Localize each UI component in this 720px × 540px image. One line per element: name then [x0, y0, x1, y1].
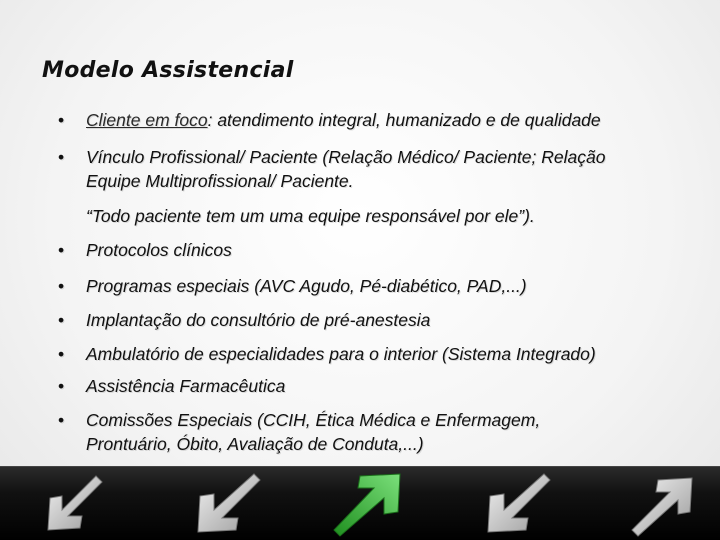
- bullet-item: [58, 408, 698, 456]
- bullet-item: [58, 308, 698, 332]
- quote-text: “Todo paciente tem um uma equipe responsável por ele”).: [86, 206, 535, 226]
- bullet-highlight-link[interactable]: Cliente em foco: [86, 110, 208, 130]
- footer-bar: [0, 466, 720, 540]
- bullet-text-line-1: Comissões Especiais (CCIH, Ética Médica e Enfermagem,: [86, 410, 541, 430]
- arrow-down-left-icon: [488, 474, 550, 532]
- bullet-dot: •: [58, 310, 65, 330]
- bullet-text-line-1: Vínculo Profissional/ Paciente (Relação Médico/ Paciente; Relação: [86, 147, 606, 167]
- arrow-up-right-icon: [632, 478, 692, 536]
- bullet-dot: •: [58, 410, 65, 430]
- footer-arrows: [0, 466, 720, 540]
- bullet-item: [58, 238, 698, 262]
- bullet-text: : atendimento integral, humanizado e de qualidade: [207, 110, 601, 130]
- bullet-dot: •: [58, 110, 65, 130]
- bullet-item: [58, 374, 698, 398]
- bullet-item: [58, 342, 698, 366]
- bullet-text: Implantação do consultório de pré-anestesia: [86, 310, 431, 330]
- arrow-up-right-icon: [334, 474, 400, 536]
- arrow-down-left-icon: [48, 476, 102, 530]
- bullet-dot: •: [58, 147, 65, 167]
- bullet-text: Ambulatório de especialidades para o interior (Sistema Integrado): [86, 344, 596, 364]
- bullet-item: [58, 108, 698, 132]
- bullet-text-line-2: Prontuário, Óbito, Avaliação de Conduta,...): [86, 434, 424, 454]
- bullet-dot: •: [58, 276, 65, 296]
- bullet-dot: •: [58, 344, 65, 364]
- bullet-item: [58, 145, 698, 193]
- bullet-dot: •: [58, 240, 65, 260]
- bullet-item: [58, 274, 698, 298]
- bullet-text-line-2: Equipe Multiprofissional/ Paciente.: [86, 171, 354, 191]
- arrow-down-left-icon: [198, 474, 260, 532]
- bullet-text: Assistência Farmacêutica: [86, 376, 286, 396]
- bullet-dot: •: [58, 376, 65, 396]
- bullet-text: Protocolos clínicos: [86, 240, 232, 260]
- bullet-text: Programas especiais (AVC Agudo, Pé-diabético, PAD,...): [86, 276, 527, 296]
- slide-title: Modelo Assistencial: [42, 58, 294, 83]
